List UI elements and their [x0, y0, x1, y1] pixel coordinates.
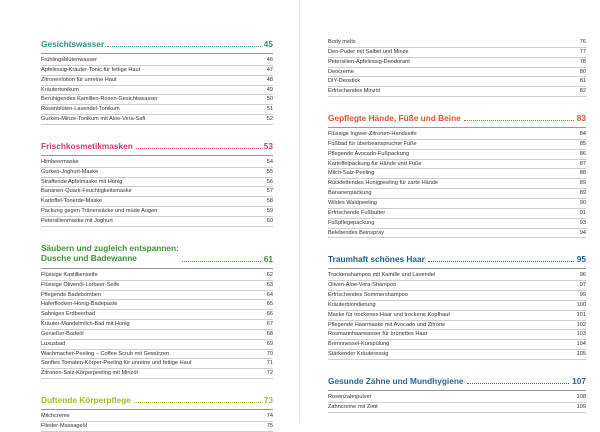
- entry-page-number: 46: [266, 57, 273, 63]
- entry-page-number: 99: [579, 292, 586, 299]
- entry-page-number: 109: [576, 403, 586, 410]
- section-title: Duftende Körperpflege: [41, 395, 131, 406]
- toc-entry[interactable]: [41, 207, 273, 217]
- toc-entry[interactable]: [328, 48, 586, 58]
- entry-label: Himbeermaske: [41, 158, 79, 165]
- toc-entry[interactable]: [41, 115, 273, 125]
- entry-label: Body melts: [328, 39, 356, 45]
- section-spacer: [328, 97, 586, 113]
- section-page-number: 73: [263, 395, 273, 406]
- section-page-number: 83: [576, 113, 586, 124]
- toc-entry[interactable]: [328, 160, 586, 170]
- entry-page-number: 91: [579, 209, 586, 216]
- entry-label: Wachmacher-Peeling – Coffee Scrub mit Gewürzen: [41, 350, 170, 357]
- toc-entry[interactable]: [328, 150, 586, 160]
- toc-entry[interactable]: [328, 229, 586, 239]
- entry-page-number: 76: [579, 39, 586, 45]
- entry-page-number: 55: [266, 168, 273, 175]
- entry-page-number: 87: [579, 160, 586, 167]
- section-title: [41, 243, 179, 264]
- toc-entry[interactable]: [41, 340, 273, 350]
- entry-page-number: 49: [266, 86, 273, 93]
- dot-leader: [136, 148, 261, 149]
- entry-label: Bananen-Quark-Feuchtigkeitsmaske: [41, 188, 132, 195]
- section-title-line2: Dusche und Badewanne: [41, 253, 137, 264]
- entry-page-number: 97: [579, 282, 586, 289]
- entry-label: Rückfettendes Honigpeeling für zarte Hände: [328, 180, 439, 187]
- toc-entry[interactable]: [328, 189, 586, 199]
- toc-entry[interactable]: [41, 369, 273, 379]
- toc-entry[interactable]: [328, 330, 586, 340]
- toc-entry[interactable]: [41, 310, 273, 320]
- entry-page-number: 52: [266, 116, 273, 123]
- entry-label: Straffende Apfelmaske mit Honig: [41, 178, 123, 185]
- dot-leader: [467, 383, 570, 384]
- entry-page-number: 108: [576, 393, 586, 400]
- entry-page-number: 84: [579, 131, 586, 138]
- entry-page-number: 54: [266, 158, 273, 165]
- toc-entry[interactable]: [41, 320, 273, 330]
- entry-label: Luxusbad: [41, 340, 66, 347]
- dot-leader: [182, 261, 261, 262]
- right-toc-column: [328, 38, 586, 413]
- entry-label: Erfrischende Fußbutter: [328, 209, 386, 216]
- entry-label: Deo-Puder mit Salbei und Minze: [328, 48, 409, 55]
- left-toc-column: [41, 39, 273, 432]
- section-spacer: [328, 238, 586, 254]
- right-page: [300, 0, 600, 423]
- section-spacer: [41, 125, 273, 141]
- toc-entry[interactable]: [328, 199, 586, 209]
- section-title: Gepflegte Hände, Füße und Beine: [328, 113, 461, 124]
- entry-label: Pflegende Avocado-Fußpackung: [328, 150, 410, 157]
- toc-entry[interactable]: [41, 178, 273, 188]
- entry-label: Flüssige Ingwer-Zitronen-Handseife: [328, 131, 417, 138]
- toc-entry[interactable]: [41, 422, 273, 432]
- section-spacer: [41, 379, 273, 395]
- entry-page-number: 89: [579, 190, 586, 197]
- entry-page-number: 50: [266, 96, 273, 103]
- left-page: [0, 0, 300, 429]
- entry-label: Kräuter-Mandelmilch-Bad mit Honig: [41, 321, 130, 328]
- entry-page-number: 89: [579, 180, 586, 187]
- entry-label: Beruhigendes Kamillen-Rosen-Gesichtswasser: [41, 96, 158, 103]
- toc-entry[interactable]: [328, 130, 586, 140]
- toc-entry[interactable]: [328, 311, 586, 321]
- toc-entry[interactable]: [41, 271, 273, 281]
- entry-label: Gurken-Minze-Tonikum mit Aloe-Vera-Saft: [41, 116, 146, 123]
- entry-label: Erfrischendes Minzöl: [328, 88, 380, 95]
- toc-entry[interactable]: [328, 393, 586, 403]
- entry-label: Stärkender Kräuteressig: [328, 351, 389, 358]
- entry-label: Apfelessig-Kräuter-Tonic für fettige Haut: [41, 66, 141, 73]
- entry-label: Flüssige Olivenöl-Lorbeer-Seife: [41, 281, 120, 288]
- entry-page-number: 64: [266, 291, 273, 298]
- toc-entry[interactable]: [328, 291, 586, 301]
- toc-entry[interactable]: [41, 66, 273, 76]
- entry-label: Trockenshampoo mit Kamille und Lavendel: [328, 272, 436, 279]
- entry-page-number: 63: [266, 281, 273, 288]
- toc-entry[interactable]: [328, 58, 586, 68]
- toc-entry[interactable]: [328, 281, 586, 291]
- entry-label: Fußpflegepackung: [328, 219, 375, 226]
- entry-page-number: 60: [266, 217, 273, 224]
- entry-label: Frühlingsblütenwasser: [41, 57, 97, 63]
- entry-page-number: 70: [266, 350, 273, 357]
- section-heading[interactable]: [328, 113, 586, 128]
- section-spacer: [328, 360, 586, 376]
- toc-entry[interactable]: [41, 350, 273, 360]
- entry-page-number: 81: [579, 78, 586, 85]
- toc-entry[interactable]: [41, 217, 273, 227]
- toc-entry[interactable]: [41, 105, 273, 115]
- entry-label: Milchcreme: [41, 413, 70, 420]
- entry-page-number: 75: [266, 422, 273, 429]
- entry-label: Oliven-Aloe-Vera-Shampoo: [328, 282, 397, 289]
- entry-label: Pflegende Badebomben: [41, 291, 102, 298]
- toc-entry[interactable]: [41, 300, 273, 310]
- section-title-line1: Säubern und zugleich entspannen:: [41, 242, 179, 253]
- entry-page-number: 105: [576, 351, 586, 358]
- toc-section-haar: [328, 254, 586, 360]
- entry-label: Brennnessel-Kurspülung: [328, 341, 390, 348]
- entry-page-number: 85: [579, 140, 586, 147]
- entry-page-number: 80: [579, 68, 586, 75]
- section-title: Gesunde Zähne und Mundhygiene: [328, 375, 464, 386]
- dot-leader: [107, 46, 261, 47]
- entry-label: Fußbad für überbeanspruchte Füße: [328, 140, 417, 147]
- entry-page-number: 68: [266, 330, 273, 337]
- toc-entry[interactable]: [328, 169, 586, 179]
- entry-page-number: 65: [266, 301, 273, 308]
- entry-page-number: 77: [579, 48, 586, 55]
- toc-entry[interactable]: [41, 86, 273, 96]
- toc-entry[interactable]: [328, 38, 586, 48]
- section-page-number: 107: [572, 375, 586, 386]
- section-heading[interactable]: [41, 243, 273, 269]
- toc-entry[interactable]: [41, 76, 273, 86]
- entry-label: Genießer-Badeöl: [41, 330, 84, 337]
- toc-entry[interactable]: [328, 340, 586, 350]
- section-heading[interactable]: [328, 376, 586, 391]
- entry-page-number: 48: [266, 76, 273, 83]
- entry-page-number: 66: [266, 311, 273, 318]
- toc-entry[interactable]: [328, 403, 586, 413]
- entry-label: Pflegende Haarmaske mit Avocado und Zitrone: [328, 321, 446, 328]
- entry-label: Rosenblüten-Lavendel-Tonikum: [41, 106, 120, 113]
- toc-entry[interactable]: [41, 95, 273, 105]
- toc-section-frischkosmetikmasken: [41, 141, 273, 227]
- entry-label: Zitronen-Salz-Körperpeeling mit Minzöl: [41, 370, 138, 377]
- entry-label: Kartoffelpackung für Hände und Füße: [328, 160, 422, 167]
- toc-entry[interactable]: [41, 56, 273, 66]
- entry-label: Erfrischendes Sommershampoo: [328, 292, 408, 299]
- entry-label: Sahniges Erdbeerbad: [41, 311, 96, 318]
- entry-page-number: 71: [266, 360, 273, 367]
- entry-label: Flüssige Kastillienseife: [41, 271, 98, 278]
- toc-entry[interactable]: [41, 187, 273, 197]
- toc-section-koerperpflege: [41, 395, 273, 432]
- entry-page-number: 57: [266, 188, 273, 195]
- entry-page-number: 62: [266, 271, 273, 278]
- section-page-number: 45: [263, 39, 273, 49]
- entry-page-number: 88: [579, 170, 586, 177]
- entry-page-number: 93: [579, 219, 586, 226]
- entry-page-number: 58: [266, 198, 273, 205]
- entry-page-number: 56: [266, 178, 273, 185]
- toc-entry[interactable]: [41, 281, 273, 291]
- entry-page-number: 67: [266, 321, 273, 328]
- toc-entry[interactable]: [41, 330, 273, 340]
- entry-page-number: 101: [576, 311, 586, 318]
- section-title: Traumhaft schönes Haar: [328, 254, 425, 265]
- section-title: Gesichtswasser: [41, 39, 105, 49]
- entry-label: Zahncreme mit Zimt: [328, 403, 378, 410]
- entry-label: Zitronenlotion für unreine Haut: [41, 76, 117, 83]
- toc-entry[interactable]: [328, 350, 586, 360]
- entry-page-number: 74: [266, 413, 273, 420]
- entry-page-number: 51: [266, 106, 273, 113]
- toc-section-continued: [328, 38, 586, 97]
- toc-entry[interactable]: [41, 359, 273, 369]
- entry-label: Bananenpackung: [328, 190, 372, 197]
- entry-label: Rosmarinhaarwasser für brünettes Haar: [328, 331, 428, 338]
- toc-entry[interactable]: [328, 321, 586, 331]
- toc-entry[interactable]: [41, 168, 273, 178]
- entry-label: Belebendes Beinspray: [328, 229, 384, 236]
- dot-leader: [464, 120, 574, 121]
- entry-label: Wildes Waldpeeling: [328, 199, 377, 206]
- toc-entry[interactable]: [41, 197, 273, 207]
- entry-label: Petersilien-Apfelessig-Deodorant: [328, 58, 410, 65]
- section-spacer: [41, 227, 273, 243]
- toc-entry[interactable]: [328, 87, 586, 97]
- entry-page-number: 104: [576, 341, 586, 348]
- entry-page-number: 82: [579, 88, 586, 95]
- entry-page-number: 78: [579, 58, 586, 65]
- entry-label: Kräutertonikum: [41, 86, 79, 93]
- section-page-number: 95: [576, 254, 586, 265]
- section-heading[interactable]: [41, 141, 273, 156]
- entry-page-number: 72: [266, 370, 273, 377]
- entry-label: Kräuterblondierung: [328, 301, 376, 308]
- entry-page-number: 96: [579, 272, 586, 279]
- section-page-number: 53: [263, 140, 273, 151]
- entry-label: Gurken-Joghurt-Maske: [41, 168, 99, 175]
- entry-page-number: 100: [576, 301, 586, 308]
- section-page-number: 61: [263, 253, 273, 264]
- toc-entry[interactable]: [328, 271, 586, 281]
- toc-entry[interactable]: [328, 301, 586, 311]
- toc-section-haende-fuesse: [328, 113, 586, 238]
- toc-entry[interactable]: [328, 140, 586, 150]
- toc-section-gesichtswasser: [41, 39, 273, 125]
- toc-section-zaehne: [328, 376, 586, 413]
- entry-label: Haferflocken-Honig-Badepaste: [41, 301, 118, 308]
- entry-page-number: 47: [266, 66, 273, 73]
- dot-leader: [428, 261, 574, 262]
- toc-entry[interactable]: [41, 412, 273, 422]
- entry-label: DIY-Deostick: [328, 78, 361, 85]
- entry-label: Rosenzahnpulver: [328, 393, 372, 400]
- entry-page-number: 69: [266, 340, 273, 347]
- toc-entry[interactable]: [328, 179, 586, 189]
- entry-label: Petersilienmaske mit Joghurt: [41, 217, 113, 224]
- entry-label: Maske für trockenes Haar und trockene Kopfhaut: [328, 311, 450, 318]
- toc-entry[interactable]: [328, 209, 586, 219]
- entry-page-number: 86: [579, 150, 586, 157]
- entry-label: Milch-Salz-Peeling: [328, 170, 375, 177]
- toc-section-dusche-badewanne: [41, 243, 273, 379]
- toc-entry[interactable]: [328, 77, 586, 87]
- toc-entry[interactable]: [328, 219, 586, 229]
- toc-entry[interactable]: [328, 68, 586, 78]
- entry-label: Deocreme: [328, 68, 354, 75]
- section-heading[interactable]: [328, 254, 586, 269]
- entry-label: Sanftes Tomaten-Körper-Peeling für unreine und fettige Haut: [41, 360, 192, 367]
- entry-page-number: 102: [576, 321, 586, 328]
- entry-label: Flieder-Massageöl: [41, 422, 88, 429]
- toc-entry[interactable]: [41, 291, 273, 301]
- section-title: Frischkosmetikmasken: [41, 140, 133, 151]
- entry-page-number: 90: [579, 199, 586, 206]
- section-heading[interactable]: [41, 395, 273, 410]
- entry-page-number: 103: [576, 331, 586, 338]
- toc-entry[interactable]: [41, 158, 273, 168]
- dot-leader: [134, 402, 261, 403]
- entry-page-number: 94: [579, 229, 586, 236]
- entry-label: Packung gegen Tränensäcke und müde Augen: [41, 208, 158, 215]
- section-heading[interactable]: [41, 39, 273, 54]
- entry-label: Kartoffel-Tonerde-Maske: [41, 198, 103, 205]
- entry-page-number: 59: [266, 208, 273, 215]
